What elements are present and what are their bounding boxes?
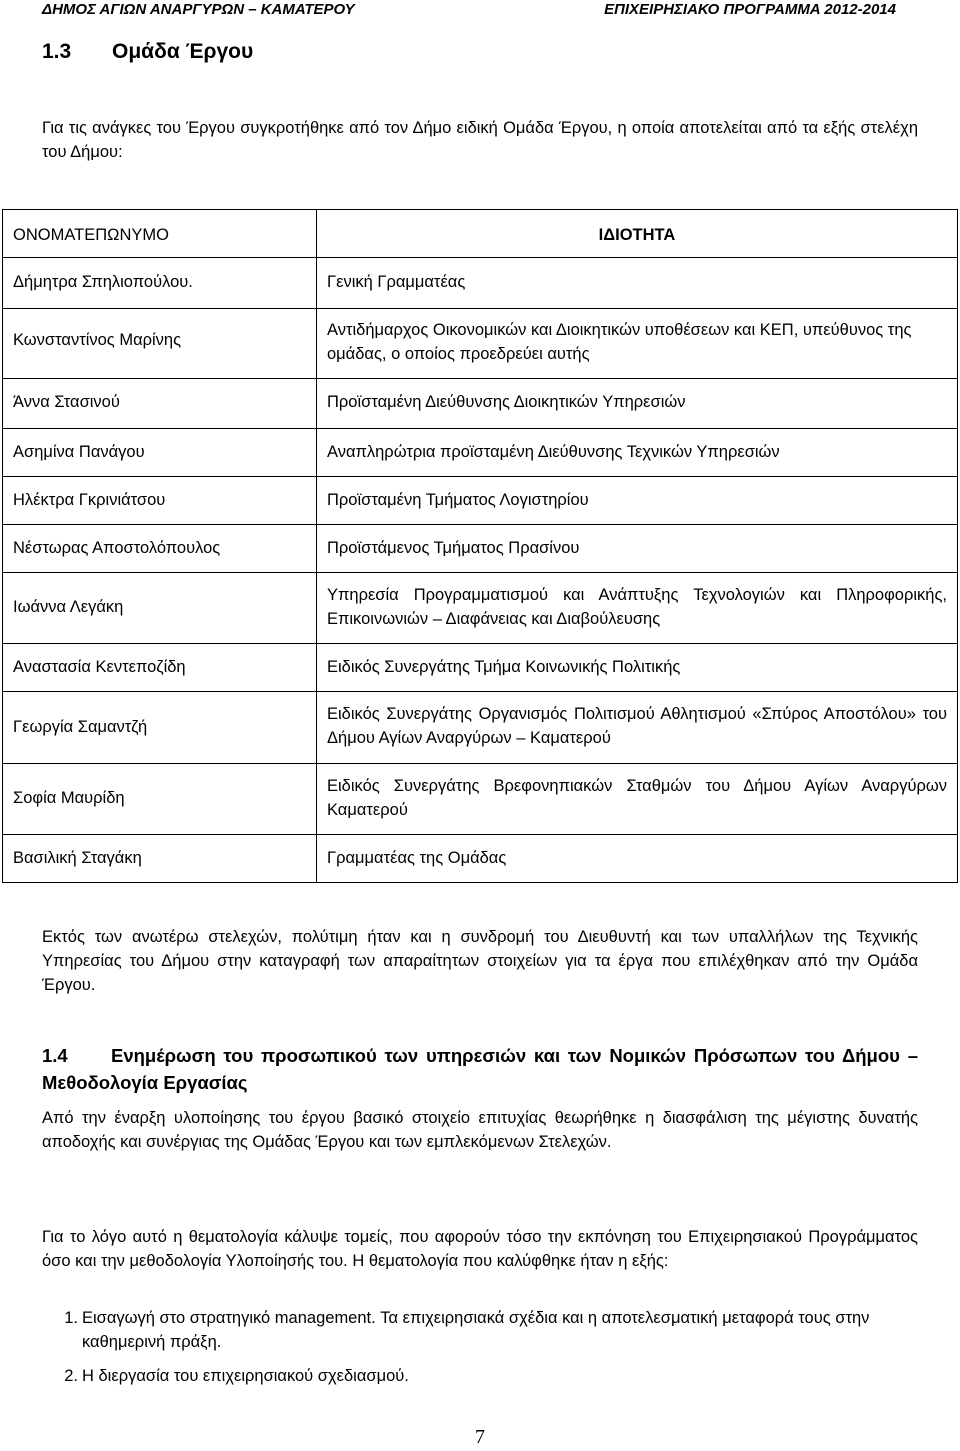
- table-row: [3, 379, 958, 429]
- header-left: ΔΗΜΟΣ ΑΓΙΩΝ ΑΝΑΡΓΥΡΩΝ – ΚΑΜΑΤΕΡΟΥ: [42, 1, 355, 18]
- member-name: Κωνσταντίνος Μαρίνης: [3, 309, 317, 379]
- section-title: Ενημέρωση του προσωπικού των υπηρεσιών και των Νομικών Πρόσωπων του Δήμου – Μεθοδολογία Εργασίας: [42, 1045, 918, 1093]
- member-name: Σοφία Μαυρίδη: [3, 764, 317, 835]
- list-item-text: Η διεργασία του επιχειρησιακού σχεδιασμού.: [82, 1367, 409, 1385]
- section-title: Ομάδα Έργου: [112, 40, 254, 63]
- member-name: Νέστωρας Αποστολόπουλος: [3, 525, 317, 573]
- member-role: Ειδικός Συνεργάτης Οργανισμός Πολιτισμού Αθλητισμού «Σπύρος Αποστόλου» του Δήμου Αγίων Αναργύρων – Καματερού: [317, 692, 958, 764]
- table-row: [3, 525, 958, 573]
- member-role: Ειδικός Συνεργάτης Βρεφονηπιακών Σταθμών του Δήμου Αγίων Αναργύρων Καματερού: [317, 764, 958, 835]
- running-header: [0, 0, 960, 18]
- table-row: [3, 477, 958, 525]
- intro-paragraph: Για τις ανάγκες του Έργου συγκροτήθηκε από τον Δήμο ειδική Ομάδα Έργου, η οποία αποτελείται από τα εξής στελέχη του Δήμου:: [42, 119, 918, 161]
- after-table-paragraph: Εκτός των ανωτέρω στελεχών, πολύτιμη ήταν και η συνδρομή του Διευθυντή και των υπαλλήλων της Τεχνικής Υπηρεσίας του Δήμου στην καταγραφή των απαραίτητων στοιχείων για τα έργα που επιλέχθηκαν από την Ομάδα Έργου.: [42, 928, 918, 994]
- member-name: Ασημίνα Πανάγου: [3, 429, 317, 477]
- column-header-role: ΙΔΙΟΤΗΤΑ: [317, 210, 958, 258]
- member-name: Βασιλική Σταγάκη: [3, 835, 317, 883]
- member-role: Αντιδήμαρχος Οικονομικών και Διοικητικών υποθέσεων και ΚΕΠ, υπεύθυνος της ομάδας, ο οποίος προεδρεύει αυτής: [317, 309, 958, 379]
- table-row: [3, 764, 958, 835]
- page-number: 7: [475, 1426, 485, 1448]
- team-table: [2, 209, 958, 883]
- member-name: Άννα Στασινού: [3, 379, 317, 429]
- section-number: 1.3: [42, 40, 72, 63]
- member-role: Υπηρεσία Προγραμματισμού και Ανάπτυξης Τεχνολογιών και Πληροφορικής, Επικοινωνιών – Διαφάνειας και Διαβούλευσης: [317, 573, 958, 644]
- table-row: [3, 429, 958, 477]
- list-item: [42, 1364, 918, 1388]
- topics-list: [42, 1306, 918, 1398]
- table-row: [3, 835, 958, 883]
- member-name: Δήμητρα Σπηλιοπούλου.: [3, 258, 317, 309]
- list-item-number: 1.: [64, 1309, 78, 1327]
- list-item-number: 2.: [64, 1367, 78, 1385]
- section-1-4-paragraph-2: Για το λόγο αυτό η θεματολογία κάλυψε τομείς, που αφορούν τόσο την εκπόνηση του Επιχειρησιακού Προγράμματος όσο και την μεθοδολογία Υλοποίησής του. Η θεματολογία που καλύφθηκε ήταν η εξής:: [42, 1228, 918, 1270]
- member-name: Αναστασία Κεντεποζίδη: [3, 644, 317, 692]
- member-role: Γραμματέας της Ομάδας: [317, 835, 958, 883]
- member-name: Γεωργία Σαμαντζή: [3, 692, 317, 764]
- member-role: Ειδικός Συνεργάτης Τμήμα Κοινωνικής Πολιτικής: [317, 644, 958, 692]
- column-header-name: ΟΝΟΜΑΤΕΠΩΝΥΜΟ: [3, 210, 317, 258]
- section-1-3-heading: [42, 40, 253, 64]
- section-1-4-heading: [42, 1042, 918, 1096]
- table-row: [3, 258, 958, 309]
- list-item-text: Εισαγωγή στο στρατηγικό management. Τα επιχειρησιακά σχέδια και η αποτελεσματική μεταφορά τους στην καθημερινή πράξη.: [82, 1309, 870, 1351]
- member-name: Ηλέκτρα Γκρινιάτσου: [3, 477, 317, 525]
- table-row: [3, 573, 958, 644]
- section-1-4-paragraph-1: Από την έναρξη υλοποίησης του έργου βασικό στοιχείο επιτυχίας θεωρήθηκε η διασφάλιση της μέγιστης δυνατής αποδοχής και συνέργιας της Ομάδας Έργου και των εμπλεκόμενων Στελεχών.: [42, 1109, 918, 1151]
- header-right: ΕΠΙΧΕΙΡΗΣΙΑΚΟ ΠΡΟΓΡΑΜΜΑ 2012-2014: [604, 1, 896, 18]
- member-role: Αναπληρώτρια προϊσταμένη Διεύθυνσης Τεχνικών Υπηρεσιών: [317, 429, 958, 477]
- table-row: [3, 644, 958, 692]
- member-name: Ιωάννα Λεγάκη: [3, 573, 317, 644]
- table-row: [3, 309, 958, 379]
- member-role: Προϊστάμενος Τμήματος Πρασίνου: [317, 525, 958, 573]
- member-role: Προϊσταμένη Τμήματος Λογιστηρίου: [317, 477, 958, 525]
- table-header-row: [3, 210, 958, 258]
- member-role: Προϊσταμένη Διεύθυνσης Διοικητικών Υπηρεσιών: [317, 379, 958, 429]
- list-item: [42, 1306, 918, 1354]
- member-role: Γενική Γραμματέας: [317, 258, 958, 309]
- section-number: 1.4: [42, 1045, 68, 1066]
- table-row: [3, 692, 958, 764]
